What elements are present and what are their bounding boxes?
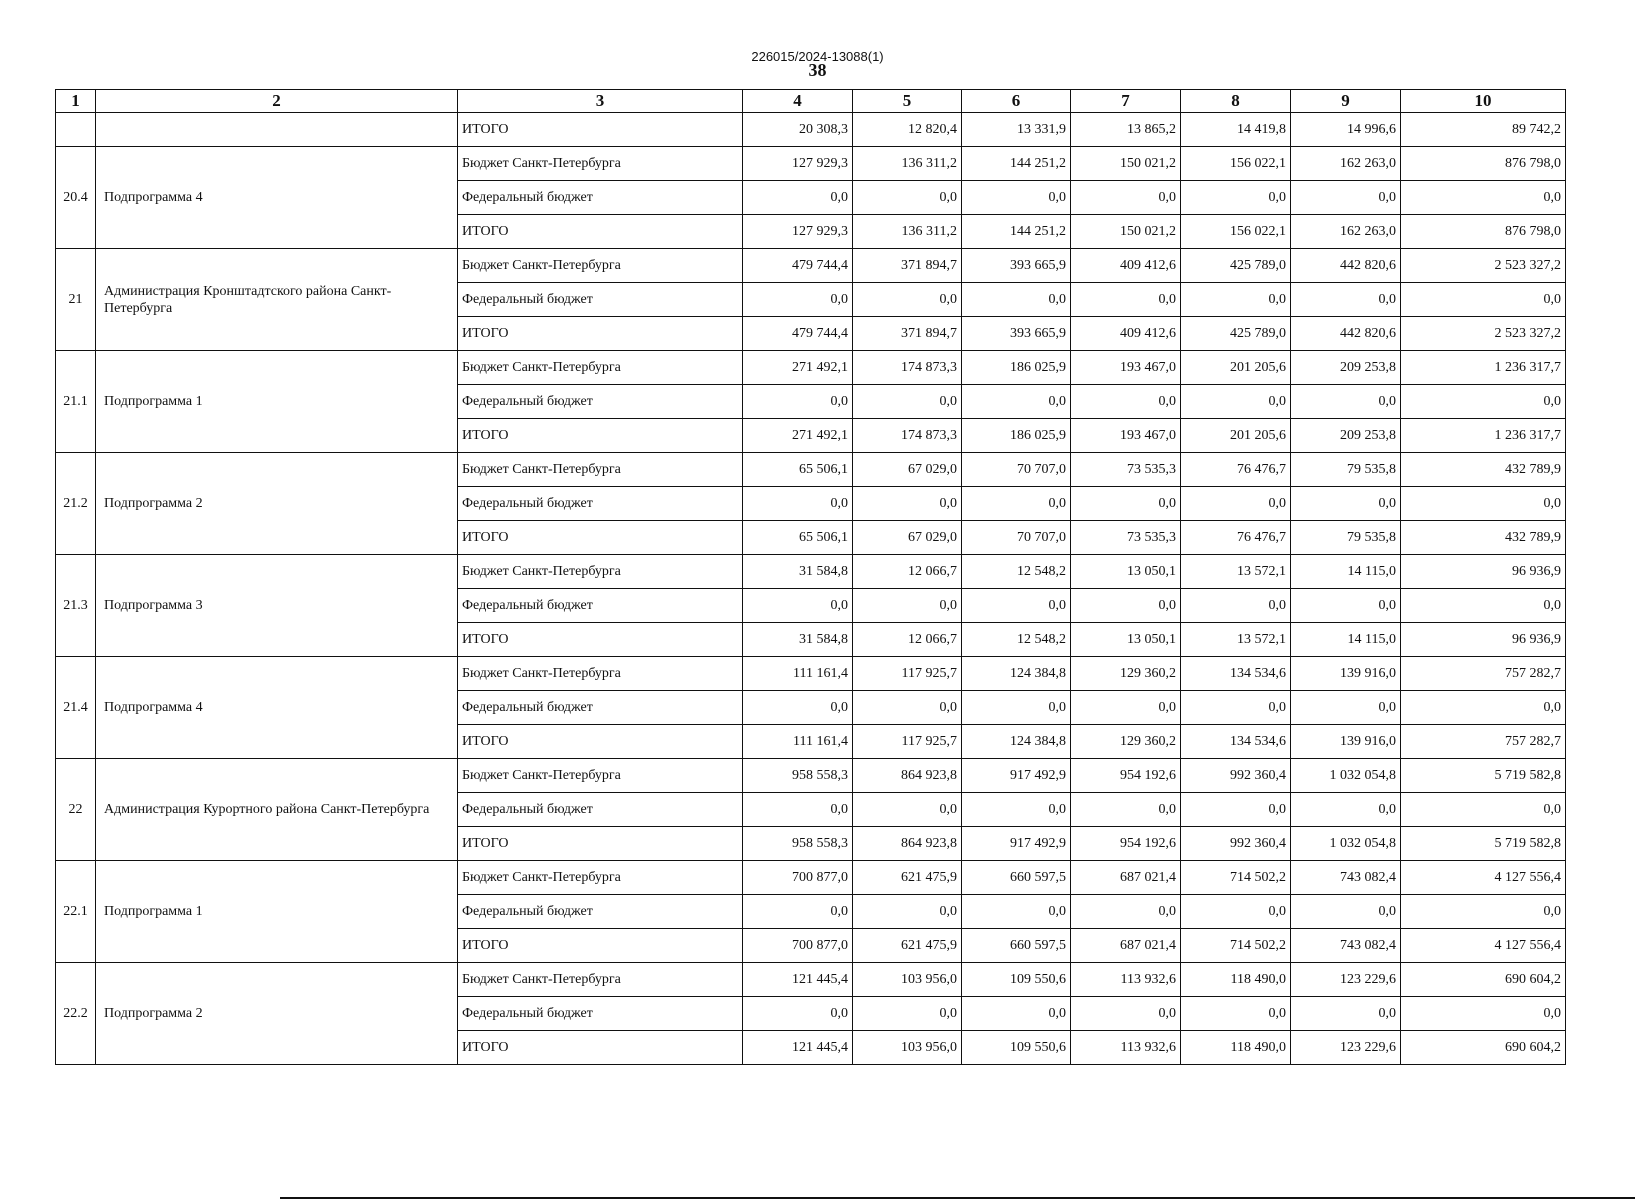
funding-source-cell: Федеральный бюджет bbox=[458, 793, 743, 827]
table-row bbox=[56, 351, 1566, 385]
amount-cell: 687 021,4 bbox=[1071, 929, 1181, 963]
table-row bbox=[56, 113, 1566, 147]
table-row bbox=[56, 555, 1566, 589]
amount-cell: 0,0 bbox=[1181, 895, 1291, 929]
amount-cell: 150 021,2 bbox=[1071, 147, 1181, 181]
amount-cell: 700 877,0 bbox=[743, 861, 853, 895]
amount-cell: 162 263,0 bbox=[1291, 215, 1401, 249]
column-header: 5 bbox=[853, 90, 962, 113]
amount-cell: 876 798,0 bbox=[1401, 215, 1566, 249]
amount-cell: 96 936,9 bbox=[1401, 623, 1566, 657]
amount-cell: 271 492,1 bbox=[743, 351, 853, 385]
amount-cell: 124 384,8 bbox=[962, 725, 1071, 759]
amount-cell: 0,0 bbox=[1401, 895, 1566, 929]
amount-cell: 0,0 bbox=[1181, 385, 1291, 419]
amount-cell: 0,0 bbox=[1071, 385, 1181, 419]
amount-cell: 0,0 bbox=[743, 895, 853, 929]
amount-cell: 134 534,6 bbox=[1181, 657, 1291, 691]
row-name-cell: Подпрограмма 2 bbox=[96, 453, 458, 555]
amount-cell: 0,0 bbox=[743, 181, 853, 215]
row-code-cell bbox=[56, 113, 96, 147]
amount-cell: 864 923,8 bbox=[853, 827, 962, 861]
row-code-cell: 20.4 bbox=[56, 147, 96, 249]
row-name-cell: Подпрограмма 1 bbox=[96, 861, 458, 963]
amount-cell: 743 082,4 bbox=[1291, 861, 1401, 895]
amount-cell: 12 548,2 bbox=[962, 555, 1071, 589]
amount-cell: 442 820,6 bbox=[1291, 249, 1401, 283]
amount-cell: 0,0 bbox=[1071, 487, 1181, 521]
amount-cell: 67 029,0 bbox=[853, 453, 962, 487]
amount-cell: 13 572,1 bbox=[1181, 623, 1291, 657]
row-code-cell: 21.1 bbox=[56, 351, 96, 453]
amount-cell: 117 925,7 bbox=[853, 725, 962, 759]
amount-cell: 103 956,0 bbox=[853, 963, 962, 997]
row-code-cell: 22 bbox=[56, 759, 96, 861]
row-name-cell bbox=[96, 113, 458, 147]
funding-source-cell: ИТОГО bbox=[458, 215, 743, 249]
amount-cell: 12 820,4 bbox=[853, 113, 962, 147]
amount-cell: 0,0 bbox=[962, 283, 1071, 317]
amount-cell: 958 558,3 bbox=[743, 827, 853, 861]
amount-cell: 96 936,9 bbox=[1401, 555, 1566, 589]
funding-source-cell: Федеральный бюджет bbox=[458, 283, 743, 317]
column-header: 2 bbox=[96, 90, 458, 113]
amount-cell: 0,0 bbox=[1401, 691, 1566, 725]
amount-cell: 13 331,9 bbox=[962, 113, 1071, 147]
row-code-cell: 21.2 bbox=[56, 453, 96, 555]
amount-cell: 409 412,6 bbox=[1071, 317, 1181, 351]
amount-cell: 14 115,0 bbox=[1291, 623, 1401, 657]
amount-cell: 0,0 bbox=[853, 895, 962, 929]
amount-cell: 127 929,3 bbox=[743, 147, 853, 181]
amount-cell: 0,0 bbox=[853, 283, 962, 317]
amount-cell: 76 476,7 bbox=[1181, 521, 1291, 555]
amount-cell: 992 360,4 bbox=[1181, 827, 1291, 861]
amount-cell: 2 523 327,2 bbox=[1401, 317, 1566, 351]
amount-cell: 0,0 bbox=[1401, 997, 1566, 1031]
amount-cell: 425 789,0 bbox=[1181, 317, 1291, 351]
column-header: 9 bbox=[1291, 90, 1401, 113]
amount-cell: 0,0 bbox=[743, 589, 853, 623]
amount-cell: 0,0 bbox=[1071, 283, 1181, 317]
row-code-cell: 21.3 bbox=[56, 555, 96, 657]
column-header: 3 bbox=[458, 90, 743, 113]
row-code-cell: 22.1 bbox=[56, 861, 96, 963]
table-row bbox=[56, 759, 1566, 793]
amount-cell: 134 534,6 bbox=[1181, 725, 1291, 759]
amount-cell: 0,0 bbox=[962, 895, 1071, 929]
amount-cell: 409 412,6 bbox=[1071, 249, 1181, 283]
table-row bbox=[56, 249, 1566, 283]
amount-cell: 162 263,0 bbox=[1291, 147, 1401, 181]
amount-cell: 109 550,6 bbox=[962, 963, 1071, 997]
amount-cell: 127 929,3 bbox=[743, 215, 853, 249]
document-registration-number: 226015/2024-13088(1) bbox=[751, 49, 884, 64]
amount-cell: 690 604,2 bbox=[1401, 963, 1566, 997]
amount-cell: 432 789,9 bbox=[1401, 453, 1566, 487]
funding-source-cell: ИТОГО bbox=[458, 113, 743, 147]
funding-source-cell: Бюджет Санкт-Петербурга bbox=[458, 657, 743, 691]
amount-cell: 0,0 bbox=[1291, 793, 1401, 827]
table-row bbox=[56, 963, 1566, 997]
amount-cell: 660 597,5 bbox=[962, 929, 1071, 963]
amount-cell: 425 789,0 bbox=[1181, 249, 1291, 283]
amount-cell: 12 066,7 bbox=[853, 555, 962, 589]
page-bottom-rule bbox=[280, 1197, 1635, 1199]
amount-cell: 0,0 bbox=[1291, 487, 1401, 521]
amount-cell: 0,0 bbox=[1071, 793, 1181, 827]
amount-cell: 150 021,2 bbox=[1071, 215, 1181, 249]
amount-cell: 113 932,6 bbox=[1071, 1031, 1181, 1065]
amount-cell: 1 032 054,8 bbox=[1291, 759, 1401, 793]
amount-cell: 0,0 bbox=[853, 487, 962, 521]
row-name-cell: Подпрограмма 3 bbox=[96, 555, 458, 657]
table-row bbox=[56, 453, 1566, 487]
amount-cell: 123 229,6 bbox=[1291, 963, 1401, 997]
column-header: 10 bbox=[1401, 90, 1566, 113]
column-header: 6 bbox=[962, 90, 1071, 113]
funding-source-cell: Федеральный бюджет bbox=[458, 385, 743, 419]
amount-cell: 209 253,8 bbox=[1291, 351, 1401, 385]
amount-cell: 0,0 bbox=[1401, 589, 1566, 623]
amount-cell: 0,0 bbox=[1181, 793, 1291, 827]
amount-cell: 111 161,4 bbox=[743, 725, 853, 759]
amount-cell: 129 360,2 bbox=[1071, 725, 1181, 759]
amount-cell: 1 236 317,7 bbox=[1401, 419, 1566, 453]
amount-cell: 917 492,9 bbox=[962, 759, 1071, 793]
row-name-cell: Подпрограмма 4 bbox=[96, 147, 458, 249]
amount-cell: 917 492,9 bbox=[962, 827, 1071, 861]
amount-cell: 757 282,7 bbox=[1401, 657, 1566, 691]
amount-cell: 186 025,9 bbox=[962, 419, 1071, 453]
budget-table-container bbox=[55, 89, 1566, 1065]
amount-cell: 0,0 bbox=[1181, 181, 1291, 215]
amount-cell: 65 506,1 bbox=[743, 453, 853, 487]
amount-cell: 12 548,2 bbox=[962, 623, 1071, 657]
table-row bbox=[56, 147, 1566, 181]
amount-cell: 121 445,4 bbox=[743, 963, 853, 997]
funding-source-cell: Бюджет Санкт-Петербурга bbox=[458, 147, 743, 181]
amount-cell: 0,0 bbox=[1181, 997, 1291, 1031]
amount-cell: 13 050,1 bbox=[1071, 555, 1181, 589]
amount-cell: 5 719 582,8 bbox=[1401, 827, 1566, 861]
amount-cell: 0,0 bbox=[1071, 895, 1181, 929]
funding-source-cell: ИТОГО bbox=[458, 929, 743, 963]
amount-cell: 0,0 bbox=[1291, 181, 1401, 215]
amount-cell: 0,0 bbox=[962, 385, 1071, 419]
amount-cell: 0,0 bbox=[853, 997, 962, 1031]
funding-source-cell: Федеральный бюджет bbox=[458, 589, 743, 623]
amount-cell: 0,0 bbox=[1291, 283, 1401, 317]
amount-cell: 14 996,6 bbox=[1291, 113, 1401, 147]
amount-cell: 0,0 bbox=[1071, 997, 1181, 1031]
amount-cell: 0,0 bbox=[743, 997, 853, 1031]
amount-cell: 31 584,8 bbox=[743, 623, 853, 657]
table-row bbox=[56, 861, 1566, 895]
amount-cell: 0,0 bbox=[1401, 283, 1566, 317]
funding-source-cell: ИТОГО bbox=[458, 623, 743, 657]
amount-cell: 79 535,8 bbox=[1291, 521, 1401, 555]
amount-cell: 0,0 bbox=[1071, 691, 1181, 725]
amount-cell: 876 798,0 bbox=[1401, 147, 1566, 181]
amount-cell: 0,0 bbox=[1291, 385, 1401, 419]
column-number-row bbox=[56, 90, 1566, 113]
amount-cell: 89 742,2 bbox=[1401, 113, 1566, 147]
row-name-cell: Администрация Кронштадтского района Санкт-Петербурга bbox=[96, 249, 458, 351]
amount-cell: 67 029,0 bbox=[853, 521, 962, 555]
amount-cell: 193 467,0 bbox=[1071, 419, 1181, 453]
amount-cell: 136 311,2 bbox=[853, 147, 962, 181]
amount-cell: 14 419,8 bbox=[1181, 113, 1291, 147]
funding-source-cell: ИТОГО bbox=[458, 1031, 743, 1065]
amount-cell: 14 115,0 bbox=[1291, 555, 1401, 589]
funding-source-cell: Федеральный бюджет bbox=[458, 181, 743, 215]
amount-cell: 0,0 bbox=[962, 691, 1071, 725]
amount-cell: 621 475,9 bbox=[853, 861, 962, 895]
row-code-cell: 21 bbox=[56, 249, 96, 351]
amount-cell: 0,0 bbox=[743, 691, 853, 725]
row-code-cell: 21.4 bbox=[56, 657, 96, 759]
amount-cell: 371 894,7 bbox=[853, 317, 962, 351]
amount-cell: 65 506,1 bbox=[743, 521, 853, 555]
funding-source-cell: Федеральный бюджет bbox=[458, 691, 743, 725]
amount-cell: 123 229,6 bbox=[1291, 1031, 1401, 1065]
funding-source-cell: Бюджет Санкт-Петербурга bbox=[458, 759, 743, 793]
amount-cell: 139 916,0 bbox=[1291, 725, 1401, 759]
amount-cell: 0,0 bbox=[853, 691, 962, 725]
amount-cell: 954 192,6 bbox=[1071, 759, 1181, 793]
funding-source-cell: Федеральный бюджет bbox=[458, 487, 743, 521]
amount-cell: 193 467,0 bbox=[1071, 351, 1181, 385]
amount-cell: 4 127 556,4 bbox=[1401, 929, 1566, 963]
column-header: 7 bbox=[1071, 90, 1181, 113]
amount-cell: 714 502,2 bbox=[1181, 929, 1291, 963]
amount-cell: 0,0 bbox=[853, 181, 962, 215]
amount-cell: 12 066,7 bbox=[853, 623, 962, 657]
amount-cell: 0,0 bbox=[743, 283, 853, 317]
amount-cell: 209 253,8 bbox=[1291, 419, 1401, 453]
amount-cell: 79 535,8 bbox=[1291, 453, 1401, 487]
amount-cell: 0,0 bbox=[1291, 895, 1401, 929]
amount-cell: 1 032 054,8 bbox=[1291, 827, 1401, 861]
funding-source-cell: Бюджет Санкт-Петербурга bbox=[458, 453, 743, 487]
amount-cell: 144 251,2 bbox=[962, 215, 1071, 249]
amount-cell: 393 665,9 bbox=[962, 317, 1071, 351]
row-name-cell: Подпрограмма 2 bbox=[96, 963, 458, 1065]
amount-cell: 0,0 bbox=[1181, 487, 1291, 521]
funding-source-cell: Бюджет Санкт-Петербурга bbox=[458, 249, 743, 283]
amount-cell: 0,0 bbox=[962, 589, 1071, 623]
amount-cell: 0,0 bbox=[962, 181, 1071, 215]
amount-cell: 186 025,9 bbox=[962, 351, 1071, 385]
amount-cell: 0,0 bbox=[1071, 589, 1181, 623]
amount-cell: 0,0 bbox=[1181, 589, 1291, 623]
funding-source-cell: ИТОГО bbox=[458, 419, 743, 453]
amount-cell: 13 865,2 bbox=[1071, 113, 1181, 147]
amount-cell: 864 923,8 bbox=[853, 759, 962, 793]
funding-source-cell: ИТОГО bbox=[458, 521, 743, 555]
amount-cell: 129 360,2 bbox=[1071, 657, 1181, 691]
amount-cell: 0,0 bbox=[1181, 691, 1291, 725]
amount-cell: 660 597,5 bbox=[962, 861, 1071, 895]
amount-cell: 0,0 bbox=[743, 793, 853, 827]
page-number: 38 bbox=[808, 60, 827, 80]
amount-cell: 156 022,1 bbox=[1181, 215, 1291, 249]
column-header: 1 bbox=[56, 90, 96, 113]
amount-cell: 103 956,0 bbox=[853, 1031, 962, 1065]
amount-cell: 0,0 bbox=[743, 385, 853, 419]
amount-cell: 124 384,8 bbox=[962, 657, 1071, 691]
amount-cell: 393 665,9 bbox=[962, 249, 1071, 283]
amount-cell: 73 535,3 bbox=[1071, 521, 1181, 555]
amount-cell: 174 873,3 bbox=[853, 351, 962, 385]
amount-cell: 0,0 bbox=[1401, 181, 1566, 215]
amount-cell: 0,0 bbox=[1401, 793, 1566, 827]
amount-cell: 0,0 bbox=[743, 487, 853, 521]
amount-cell: 70 707,0 bbox=[962, 521, 1071, 555]
amount-cell: 954 192,6 bbox=[1071, 827, 1181, 861]
amount-cell: 700 877,0 bbox=[743, 929, 853, 963]
amount-cell: 118 490,0 bbox=[1181, 1031, 1291, 1065]
amount-cell: 156 022,1 bbox=[1181, 147, 1291, 181]
column-header: 4 bbox=[743, 90, 853, 113]
amount-cell: 1 236 317,7 bbox=[1401, 351, 1566, 385]
amount-cell: 31 584,8 bbox=[743, 555, 853, 589]
amount-cell: 0,0 bbox=[1291, 691, 1401, 725]
funding-source-cell: Федеральный бюджет bbox=[458, 997, 743, 1031]
amount-cell: 117 925,7 bbox=[853, 657, 962, 691]
amount-cell: 0,0 bbox=[962, 487, 1071, 521]
amount-cell: 432 789,9 bbox=[1401, 521, 1566, 555]
amount-cell: 479 744,4 bbox=[743, 317, 853, 351]
amount-cell: 992 360,4 bbox=[1181, 759, 1291, 793]
amount-cell: 0,0 bbox=[962, 997, 1071, 1031]
funding-source-cell: ИТОГО bbox=[458, 725, 743, 759]
amount-cell: 0,0 bbox=[1401, 385, 1566, 419]
table-row bbox=[56, 657, 1566, 691]
row-code-cell: 22.2 bbox=[56, 963, 96, 1065]
amount-cell: 118 490,0 bbox=[1181, 963, 1291, 997]
amount-cell: 0,0 bbox=[1181, 283, 1291, 317]
amount-cell: 20 308,3 bbox=[743, 113, 853, 147]
amount-cell: 690 604,2 bbox=[1401, 1031, 1566, 1065]
amount-cell: 0,0 bbox=[853, 589, 962, 623]
funding-source-cell: ИТОГО bbox=[458, 827, 743, 861]
amount-cell: 687 021,4 bbox=[1071, 861, 1181, 895]
column-header: 8 bbox=[1181, 90, 1291, 113]
amount-cell: 5 719 582,8 bbox=[1401, 759, 1566, 793]
amount-cell: 13 572,1 bbox=[1181, 555, 1291, 589]
amount-cell: 371 894,7 bbox=[853, 249, 962, 283]
funding-source-cell: Бюджет Санкт-Петербурга bbox=[458, 963, 743, 997]
amount-cell: 70 707,0 bbox=[962, 453, 1071, 487]
amount-cell: 201 205,6 bbox=[1181, 351, 1291, 385]
table-body bbox=[56, 113, 1566, 1065]
amount-cell: 144 251,2 bbox=[962, 147, 1071, 181]
row-name-cell: Подпрограмма 1 bbox=[96, 351, 458, 453]
funding-source-cell: Бюджет Санкт-Петербурга bbox=[458, 351, 743, 385]
amount-cell: 0,0 bbox=[1401, 487, 1566, 521]
amount-cell: 201 205,6 bbox=[1181, 419, 1291, 453]
amount-cell: 621 475,9 bbox=[853, 929, 962, 963]
amount-cell: 136 311,2 bbox=[853, 215, 962, 249]
amount-cell: 121 445,4 bbox=[743, 1031, 853, 1065]
amount-cell: 109 550,6 bbox=[962, 1031, 1071, 1065]
amount-cell: 73 535,3 bbox=[1071, 453, 1181, 487]
amount-cell: 0,0 bbox=[1291, 997, 1401, 1031]
amount-cell: 479 744,4 bbox=[743, 249, 853, 283]
amount-cell: 2 523 327,2 bbox=[1401, 249, 1566, 283]
amount-cell: 958 558,3 bbox=[743, 759, 853, 793]
amount-cell: 0,0 bbox=[853, 385, 962, 419]
funding-source-cell: Бюджет Санкт-Петербурга bbox=[458, 555, 743, 589]
amount-cell: 0,0 bbox=[1291, 589, 1401, 623]
amount-cell: 0,0 bbox=[962, 793, 1071, 827]
row-name-cell: Администрация Курортного района Санкт-Петербурга bbox=[96, 759, 458, 861]
amount-cell: 76 476,7 bbox=[1181, 453, 1291, 487]
amount-cell: 0,0 bbox=[1071, 181, 1181, 215]
row-name-cell: Подпрограмма 4 bbox=[96, 657, 458, 759]
amount-cell: 13 050,1 bbox=[1071, 623, 1181, 657]
amount-cell: 139 916,0 bbox=[1291, 657, 1401, 691]
funding-source-cell: Федеральный бюджет bbox=[458, 895, 743, 929]
funding-source-cell: Бюджет Санкт-Петербурга bbox=[458, 861, 743, 895]
amount-cell: 111 161,4 bbox=[743, 657, 853, 691]
amount-cell: 743 082,4 bbox=[1291, 929, 1401, 963]
budget-table bbox=[55, 89, 1566, 1065]
amount-cell: 442 820,6 bbox=[1291, 317, 1401, 351]
amount-cell: 714 502,2 bbox=[1181, 861, 1291, 895]
amount-cell: 757 282,7 bbox=[1401, 725, 1566, 759]
amount-cell: 0,0 bbox=[853, 793, 962, 827]
amount-cell: 174 873,3 bbox=[853, 419, 962, 453]
amount-cell: 4 127 556,4 bbox=[1401, 861, 1566, 895]
funding-source-cell: ИТОГО bbox=[458, 317, 743, 351]
amount-cell: 271 492,1 bbox=[743, 419, 853, 453]
amount-cell: 113 932,6 bbox=[1071, 963, 1181, 997]
